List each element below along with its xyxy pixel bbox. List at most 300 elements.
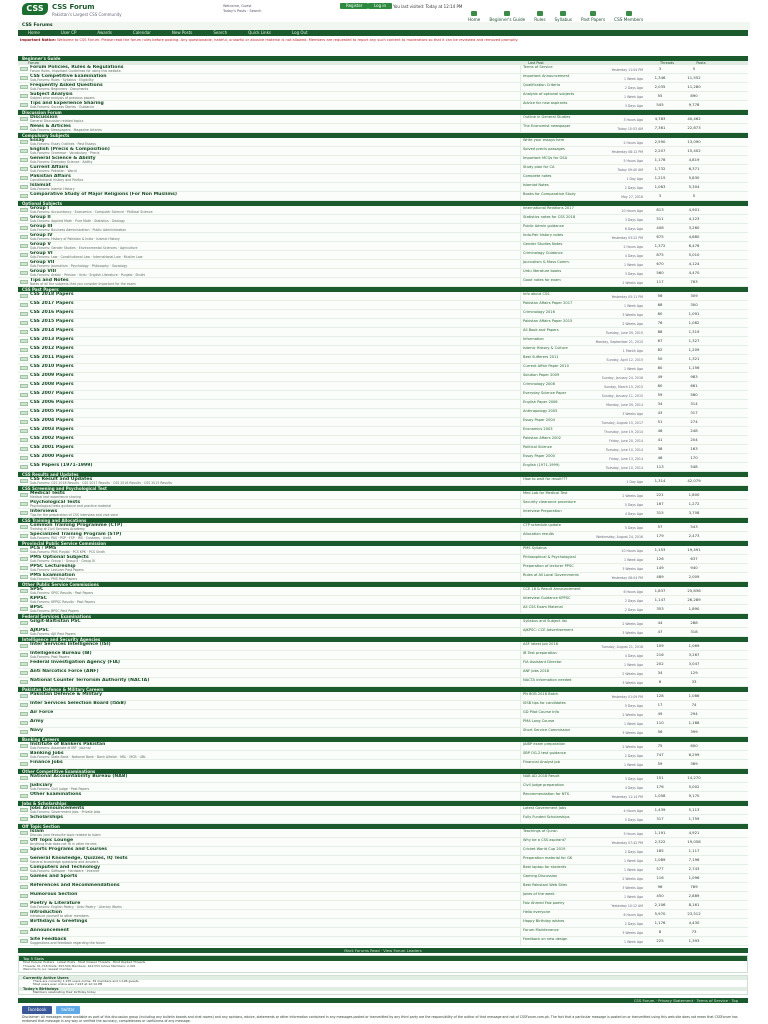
last-post-title[interactable]: Hello everyone (523, 910, 551, 914)
forum-title[interactable]: CSS 2010 Papers (30, 364, 74, 369)
category-header[interactable]: Provincial Public Service Commission (18, 541, 748, 546)
last-post-time: 3 Weeks Ago (622, 886, 643, 890)
forum-title[interactable]: Subject Analysis (30, 92, 73, 97)
last-post-title[interactable]: Advice for new aspirants (523, 101, 568, 105)
forum-description: Sub-Forums: Accountancy · Economics · Computer Science · Political Science (30, 210, 153, 214)
last-post (520, 147, 643, 155)
last-post-title[interactable]: How to wait for result??? (523, 477, 568, 481)
last-post-title[interactable]: GD Pilot Course Info (523, 710, 560, 714)
forum-row (18, 328, 748, 337)
forum-info (30, 555, 520, 563)
last-post-title[interactable]: Financial Analyst job (523, 760, 560, 764)
nav-rules[interactable] (534, 11, 545, 22)
last-post-title[interactable]: Write your essays here (523, 138, 565, 142)
forum-title[interactable]: CSS 2011 Papers (30, 355, 74, 360)
last-post-title[interactable]: Solution Paper 2009 (523, 373, 560, 377)
forum-title[interactable]: CSS 2006 Papers (30, 400, 74, 405)
last-post-title[interactable]: Essay Paper 2000 (523, 454, 555, 458)
last-post-title[interactable]: Short Service Commission (523, 728, 571, 732)
breadcrumb[interactable]: CSS Forums (18, 22, 750, 30)
post-count: 4,430 (688, 920, 700, 925)
last-post-title[interactable]: Urdu literature books (523, 269, 562, 273)
forum-title[interactable]: Comparative Study of Major Religions (For Non Muslims) (30, 192, 177, 197)
last-post-title[interactable]: Essay Paper 2004 (523, 418, 555, 422)
forum-title[interactable]: Scholarships (30, 815, 63, 820)
forum-status-icon (20, 493, 28, 497)
last-post-title[interactable]: Pakistan Affairs Paper 2015 (523, 319, 573, 323)
forum-title[interactable]: CSS 2017 Papers (30, 301, 74, 306)
forum-title[interactable]: PMS Examination (30, 573, 75, 578)
forum-info (30, 892, 520, 900)
forum-info (30, 874, 520, 882)
facebook-badge[interactable]: Facebook (22, 1006, 52, 1014)
last-post-title[interactable]: Civil Judge preparation (523, 783, 564, 787)
last-post-title[interactable]: Good notes for exam (523, 278, 561, 282)
forum-title[interactable]: Tips and Notes (30, 278, 69, 283)
thread-count: 185 (656, 848, 664, 853)
post-count: 14,270 (687, 775, 701, 780)
forum-title[interactable]: CSS 2005 Papers (30, 409, 74, 414)
forum-title[interactable]: Computers and Technology (30, 865, 101, 870)
category-header[interactable]: Other Competitive Examinations (18, 769, 748, 774)
last-post-title[interactable]: Interview Preparation (523, 509, 562, 513)
stats-line: Threads: 61,718 Posts: 393,504 Members: 164,553 Active Members: 2,491 (23, 964, 136, 968)
last-post (520, 596, 643, 604)
forum-description: General Discussion related topics (30, 119, 84, 123)
welcome-links[interactable]: Today's Posts · Search (223, 9, 262, 13)
last-post-title[interactable]: Islamiat Notes (523, 183, 549, 187)
last-post-title[interactable]: Cricket World Cup 2019 (523, 847, 566, 851)
thread-count: 1,314 (654, 478, 666, 483)
forum-title[interactable]: Anti Narcotics Force (ANF) (30, 669, 99, 674)
forum-title[interactable]: Site Feedback (30, 937, 67, 942)
forum-title[interactable]: CSS 2003 Papers (30, 427, 74, 432)
forum-status-icon (20, 411, 28, 415)
last-post-title[interactable]: AJKPSC: CCE Advertisement (523, 628, 573, 632)
last-post-time: 1 Week Ago (624, 663, 643, 667)
category-header[interactable]: Jobs & Scholarships (18, 801, 748, 806)
last-post-title[interactable]: CCE 18 & Result Announcement (523, 587, 581, 591)
forum-title[interactable]: Essay (30, 138, 45, 143)
last-post-title[interactable]: Public Admin guidance (523, 224, 564, 228)
site-logo[interactable]: CSS (22, 3, 48, 15)
last-post-title[interactable]: Best laptop for students (523, 865, 567, 869)
forum-info (30, 355, 520, 363)
last-post-title[interactable]: Terms of Service (523, 65, 553, 69)
forum-row (18, 792, 748, 801)
forum-title[interactable]: Sports Programs and Courses (30, 847, 108, 852)
forum-title[interactable]: Islamiat (30, 183, 51, 188)
thread-count: 511 (656, 216, 664, 221)
last-post-title[interactable]: All CSS Exam Material (523, 605, 563, 609)
forum-title[interactable]: CSS 2004 Papers (30, 418, 74, 423)
forum-title[interactable]: Tips and Experience Sharing (30, 101, 104, 106)
forum-title[interactable]: General Science & Ability (30, 156, 96, 161)
forum-info (30, 806, 520, 814)
forum-status-icon (20, 465, 28, 469)
forum-row (18, 242, 748, 251)
forum-status-icon (20, 366, 28, 370)
last-post-title[interactable]: Political Science (523, 445, 552, 449)
forum-row (18, 445, 748, 454)
last-post-title[interactable]: Pakistan Affairs Paper 2017 (523, 301, 573, 305)
forum-title[interactable]: Forum Policies, Rules & Regulations (30, 65, 124, 70)
forum-title[interactable]: CSS 2008 Papers (30, 382, 74, 387)
last-post-title[interactable]: Criminology Guidance (523, 251, 563, 255)
login-button[interactable]: Log in (368, 3, 392, 9)
last-post-title[interactable]: Important MCQs for GSA (523, 156, 568, 160)
forum-title[interactable]: Finance Jobs (30, 760, 63, 765)
forum-info (30, 660, 520, 668)
last-post-title[interactable]: Recommendation for NTS (523, 792, 569, 796)
post-count: 1,393 (688, 938, 700, 943)
last-post-title[interactable]: Why be a CSS aspirant? (523, 838, 566, 842)
forum-title[interactable]: Federal Investigation Agency (FIA) (30, 660, 120, 665)
last-post-title[interactable]: Philosophical & Psychological (523, 555, 576, 559)
forum-title[interactable]: Navy (30, 728, 43, 733)
forum-title[interactable]: Medical Tests (30, 491, 65, 496)
last-post-title[interactable]: Indo-Pak history notes (523, 233, 564, 237)
forum-row (18, 883, 748, 892)
forum-title[interactable]: CSS 2014 Papers (30, 328, 74, 333)
post-count: 789 (690, 884, 698, 889)
forum-title[interactable]: CSS 2013 Papers (30, 337, 74, 342)
post-count: 33 (691, 679, 697, 684)
last-post (520, 192, 643, 200)
forum-title[interactable]: CSS 2009 Papers (30, 373, 74, 378)
forum-title[interactable]: Birthdays & Greetings (30, 919, 88, 924)
menu-search[interactable]: Search (213, 30, 228, 35)
category-header[interactable]: CSS Screening and Psychological Test (18, 486, 748, 491)
category-header[interactable]: CSS Results and Updates (18, 472, 748, 477)
last-post-title[interactable]: SBP OG-2 test guidance (523, 751, 566, 755)
last-post-title[interactable]: Important Announcement (523, 74, 570, 78)
last-post-title[interactable]: Anthropology 2005 (523, 409, 558, 413)
category-header[interactable]: Off Topic Section (18, 824, 748, 829)
last-post-time: 2 Days Ago (624, 850, 643, 854)
last-post-title[interactable]: Criminology 2016 (523, 310, 555, 314)
forum-title[interactable]: AJKPSC (30, 628, 49, 633)
last-post-title[interactable]: Everyday Science Paper (523, 391, 567, 395)
last-post-time: 2 Days Ago (624, 599, 643, 603)
forum-row (18, 555, 748, 564)
forum-status-icon (20, 858, 28, 862)
last-post-title[interactable]: NAB AD 2018 Result (523, 774, 560, 778)
last-post-title[interactable]: Current Affair Paper 2010 (523, 364, 569, 368)
forum-title[interactable]: Group IV (30, 233, 53, 238)
last-post-title[interactable]: Gender Studies Notes (523, 242, 563, 246)
last-post-time: 1 Week Ago (624, 367, 643, 371)
forum-title[interactable]: Introduction (30, 910, 63, 915)
forum-title[interactable]: CSS 2018 Papers (30, 292, 74, 297)
forum-title[interactable]: CSS Competitive Examination (30, 74, 107, 79)
last-post-title[interactable]: Med Lab for Medical Test (523, 491, 568, 495)
last-post-title[interactable]: The Economist newspaper (523, 124, 571, 128)
last-post-title[interactable]: Security clearance procedure (523, 500, 576, 504)
menu-log-out[interactable]: Log Out (291, 30, 308, 35)
thread-count: 179 (656, 533, 664, 538)
last-post-title[interactable]: Syllabus and Subject list (523, 619, 567, 623)
forum-title[interactable]: General Knowledge, Quizzes, IQ Tests (30, 856, 128, 861)
post-count: 890 (690, 93, 698, 98)
forum-info (30, 651, 520, 659)
forum-title[interactable]: Army (30, 719, 44, 724)
forum-title[interactable]: References and Recommendations (30, 883, 120, 888)
forum-description: Training at Civil Services Academy (30, 527, 85, 531)
last-post-title[interactable]: Latest Government Jobs (523, 806, 567, 810)
last-post-title[interactable]: Forum Maintenance (523, 928, 559, 932)
last-post-title[interactable]: JAIBP exam preparation (523, 742, 566, 746)
post-count: 9,170 (688, 793, 700, 798)
last-post-title[interactable]: Best Pakistani Web Sites (523, 883, 568, 887)
last-post-title[interactable]: Qualification Criteria (523, 83, 561, 87)
last-post-title[interactable]: Gaming Discussion (523, 874, 558, 878)
forum-title[interactable]: Air Force (30, 710, 54, 715)
forum-title[interactable]: CSS 2000 Papers (30, 454, 74, 459)
last-post-title[interactable]: Journalism & Mass Comm. (523, 260, 570, 264)
last-post-title[interactable]: Statistics notes for CSS 2018 (523, 215, 576, 219)
last-post-title[interactable]: Faiz Ahmed Faiz poetry (523, 901, 565, 905)
last-post-time: 1 Week Ago (624, 859, 643, 863)
forum-info (30, 783, 520, 791)
forum-info (30, 138, 520, 146)
last-post-title[interactable]: Rules of All Local Governments (523, 573, 579, 577)
forum-description: Suggestions and feedback regarding the forum (30, 941, 106, 945)
forum-status-icon (20, 903, 28, 907)
site-name[interactable]: CSS Forum (52, 3, 95, 11)
category-header[interactable]: CSS Training and Allocations (18, 518, 748, 523)
forum-title[interactable]: Jobs Announcements (30, 806, 85, 811)
last-post-title[interactable]: Allocation results (523, 532, 554, 536)
forum-title[interactable]: National Counter Terrorism Authority (NACTA) (30, 678, 150, 683)
forum-title[interactable]: PMS Optional Subjects (30, 555, 89, 560)
forum-title[interactable]: Other Examinations (30, 792, 82, 797)
last-post-title[interactable]: CTP schedule update (523, 523, 561, 527)
last-post-title[interactable]: Analysis of optional subjects (523, 92, 575, 96)
forum-title[interactable]: Intelligence Bureau (IB) (30, 651, 92, 656)
last-post-title[interactable]: Fully Funded Scholarships (523, 815, 570, 819)
last-post (520, 509, 643, 517)
last-post-title[interactable]: NACTA information needed (523, 678, 572, 682)
register-button[interactable]: Register (340, 3, 368, 9)
last-post (520, 742, 643, 750)
forum-title[interactable]: Announcement (30, 928, 69, 933)
menu-quick-links[interactable]: Quick Links (248, 30, 271, 35)
category-header[interactable]: Banking Careers (18, 737, 748, 742)
forum-title[interactable]: National Accountability Bureau (NAB) (30, 774, 128, 779)
category-header[interactable]: CSS Past Papers (18, 287, 748, 292)
forum-title[interactable]: CSS 2015 Papers (30, 319, 74, 324)
last-post-title[interactable]: Economics 2003 (523, 427, 553, 431)
last-post-time: 4 Days Ago (624, 654, 643, 658)
last-post (520, 500, 643, 508)
forum-title[interactable]: CSS Result and Updates (30, 477, 93, 482)
menu-awards[interactable]: Awards (97, 30, 112, 35)
forum-title[interactable]: Gilgit-Baltistan PSC (30, 619, 81, 624)
category-header[interactable]: Discussion Forum (18, 110, 748, 115)
thread-count: 60 (657, 383, 663, 388)
last-post-title[interactable]: Information (523, 337, 544, 341)
forum-title[interactable]: SPSC (30, 587, 44, 592)
forum-title[interactable]: Group VII (30, 260, 55, 265)
menu-new-posts[interactable]: New Posts (171, 30, 193, 35)
category-header[interactable]: Beginner's Guide (18, 56, 748, 61)
forum-description: Sub-Forums: Civil Judge · Past Papers (30, 787, 90, 791)
stats-box (18, 955, 748, 973)
nav-past-papers[interactable] (581, 11, 605, 22)
last-post-title[interactable]: Outline in General Studies (523, 115, 571, 119)
forum-info (30, 445, 520, 453)
forum-title[interactable]: Group V (30, 242, 51, 247)
last-post-title[interactable]: English Paper 2006 (523, 400, 558, 404)
forum-title[interactable]: BPSC (30, 605, 44, 610)
forum-title[interactable]: Games and Sports (30, 874, 78, 879)
last-post-title[interactable]: Preparation material for GK (523, 856, 573, 860)
last-post-title[interactable]: International Relations 2017 (523, 206, 574, 210)
forum-description: Sub-Forums: Journalism · Psychology · Philosophy · Sociology (30, 264, 128, 268)
nav-label: Past Papers (581, 17, 606, 22)
forum-title[interactable]: English (Precis & Composition) (30, 147, 110, 152)
last-post-title[interactable]: Study plan for CA (523, 165, 555, 169)
last-post-title[interactable]: Teachings of Quran (523, 829, 558, 833)
forum-title[interactable]: Inter Services Selection Board (ISSB) (30, 701, 126, 706)
nav-css-members[interactable] (614, 11, 643, 22)
last-post (520, 337, 643, 345)
forum-row (18, 409, 748, 418)
forum-title[interactable]: Group VI (30, 251, 53, 256)
forum-title[interactable]: PCS / PMS (30, 546, 57, 551)
category-header[interactable]: Other Public Service Commissions (18, 582, 748, 587)
last-post (520, 391, 643, 399)
last-post-title[interactable]: ANF Jobs 2018 (523, 669, 550, 673)
forum-row (18, 174, 748, 183)
forum-title[interactable]: Current Affairs (30, 165, 69, 170)
post-count: 170 (690, 455, 698, 460)
forum-title[interactable]: Pakistan Defence & Military (30, 692, 103, 697)
forum-title[interactable]: Frequently Asked Questions (30, 83, 103, 88)
post-count: 318 (690, 629, 698, 634)
nav-beginners-guide[interactable] (489, 11, 525, 22)
nav-syllabus[interactable] (555, 11, 573, 22)
forum-row (18, 183, 748, 192)
forum-title[interactable]: KPPSC (30, 596, 47, 601)
forum-title[interactable]: Specialized Training Program (STP) (30, 532, 122, 537)
last-post-title[interactable]: Books for Comparative Study (523, 192, 576, 196)
last-post-title[interactable]: Pakistan Affairs 2002 (523, 436, 561, 440)
forum-title[interactable]: Group II (30, 215, 51, 220)
last-post-title[interactable]: Preparation of lecturer PPSC (523, 564, 574, 568)
post-count: 13,090 (687, 139, 701, 144)
last-post-title[interactable]: English (1971-1999) (523, 463, 560, 467)
forum-title[interactable]: CSS Papers (1971-1999) (30, 463, 93, 468)
forum-info (30, 838, 520, 846)
last-post (520, 260, 643, 268)
forum-row (18, 928, 748, 937)
forum-title[interactable]: Group VIII (30, 269, 57, 274)
forum-title[interactable]: Off Topic Lounge (30, 838, 74, 843)
forum-title[interactable]: Pakistan Affairs (30, 174, 71, 179)
category-header[interactable]: Compulsory Subjects (18, 133, 748, 138)
forum-title[interactable]: Psychological Tests (30, 500, 81, 505)
twitter-badge[interactable]: twitter (56, 1006, 80, 1014)
last-post-title[interactable]: Complete notes (523, 174, 552, 178)
forum-title[interactable]: Group I (30, 206, 50, 211)
last-post-time: Sunday, March 15, 2015 (604, 385, 643, 389)
forum-title[interactable]: Institute of Bankers Pakistan (30, 742, 106, 747)
last-post-title[interactable]: Feedback on new design (523, 937, 568, 941)
post-count: 300 (690, 302, 698, 307)
category-header[interactable]: Pakistan Defence & Military Careers (18, 687, 748, 692)
last-post-title[interactable]: ISSB tips for candidates (523, 701, 566, 705)
last-post-title[interactable]: Happy Birthday wishes (523, 919, 565, 923)
forum-title[interactable]: PPSC Lectureship (30, 564, 76, 569)
forum-title[interactable]: News & Articles (30, 124, 71, 129)
menu-calendar[interactable]: Calendar (132, 30, 151, 35)
forum-title[interactable]: Common Training Programme (CTP) (30, 523, 123, 528)
last-post-title[interactable]: ASF latest Job 2018 (523, 642, 559, 646)
last-post (520, 477, 643, 485)
forum-title[interactable]: CSS 2012 Papers (30, 346, 74, 351)
last-post-title[interactable]: Islamic History & Culture (523, 346, 568, 350)
online-line: There are currently 1,235 users online. 39 members and 1,196 guests (33, 978, 139, 983)
last-post-title[interactable]: All Book and Papers (523, 328, 559, 332)
last-post-title[interactable]: FIA Assistant Director (523, 660, 562, 664)
post-count: 8,161 (688, 902, 700, 907)
forum-title[interactable]: Islam (30, 829, 44, 834)
last-post-title[interactable]: Best Sufferers 2011 (523, 355, 559, 359)
forum-title[interactable]: Interviews (30, 509, 58, 514)
menu-home[interactable]: Home (28, 30, 40, 35)
forum-title[interactable]: Judiciary (30, 783, 53, 788)
forum-title[interactable]: Humorous Section (30, 892, 78, 897)
last-post-time: 5 Days Ago (624, 818, 643, 822)
last-post-title[interactable]: IB Test preparation (523, 651, 557, 655)
forum-title[interactable]: Inter Services Intelligence (ISI) (30, 642, 111, 647)
forum-title[interactable]: Group III (30, 224, 53, 229)
forum-title[interactable]: Banking Jobs (30, 751, 64, 756)
last-post-title[interactable]: Info about CSS (523, 292, 550, 296)
mark-forums-read-links[interactable]: Mark Forums Read · View Forum Leaders (18, 948, 748, 953)
post-count: 1,890 (688, 606, 700, 611)
forum-title[interactable]: CSS 2007 Papers (30, 391, 74, 396)
footer-links[interactable]: CSS Forum · Privacy Statement · Terms of Service · Top (18, 998, 748, 1003)
forum-title[interactable]: Poetry & Literature (30, 901, 81, 906)
last-post-title[interactable]: PMA Long Course (523, 719, 555, 723)
notice-text: Welcome to CSS Forum. Please read the forum rules before posting. Any questionable, hateful, unlawful or abusive material is not allowed. Members are requested to report any such content to moderators so that it can be reviewed and removed promptly. (57, 38, 519, 42)
last-post-title[interactable]: PN BOB 2018 Batch (523, 692, 559, 696)
category-header[interactable]: Federal Services Examinations (18, 614, 748, 619)
nav-home[interactable] (468, 11, 480, 22)
forum-title[interactable]: CSS 2002 Papers (30, 436, 74, 441)
last-post-title[interactable]: Solved precis passages (523, 147, 565, 151)
last-post-time: 1 Week Ago (624, 304, 643, 308)
last-post-title[interactable]: Criminology 2008 (523, 382, 555, 386)
forum-title[interactable]: CSS 2001 Papers (30, 445, 74, 450)
menu-user-cp[interactable]: User CP (60, 30, 77, 35)
last-post-title[interactable]: PMS Syllabus (523, 546, 547, 550)
forum-row (18, 301, 748, 310)
forum-status-icon (20, 280, 28, 284)
last-post-time: 2 Weeks Ago (622, 672, 643, 676)
category-header[interactable]: Intelligence and Security Agencies (18, 637, 748, 642)
post-count: 4,123 (688, 216, 700, 221)
last-post-title[interactable]: Interview Guidance KPPSC (523, 596, 571, 600)
forum-title[interactable]: Discussion (30, 115, 58, 120)
forum-title[interactable]: CSS 2016 Papers (30, 310, 74, 315)
last-post-title[interactable]: Jokes of the week (523, 892, 555, 896)
category-header[interactable]: Optional Subjects (18, 201, 748, 206)
forum-description: Sub-Forums: AJK Past Papers (30, 632, 76, 636)
